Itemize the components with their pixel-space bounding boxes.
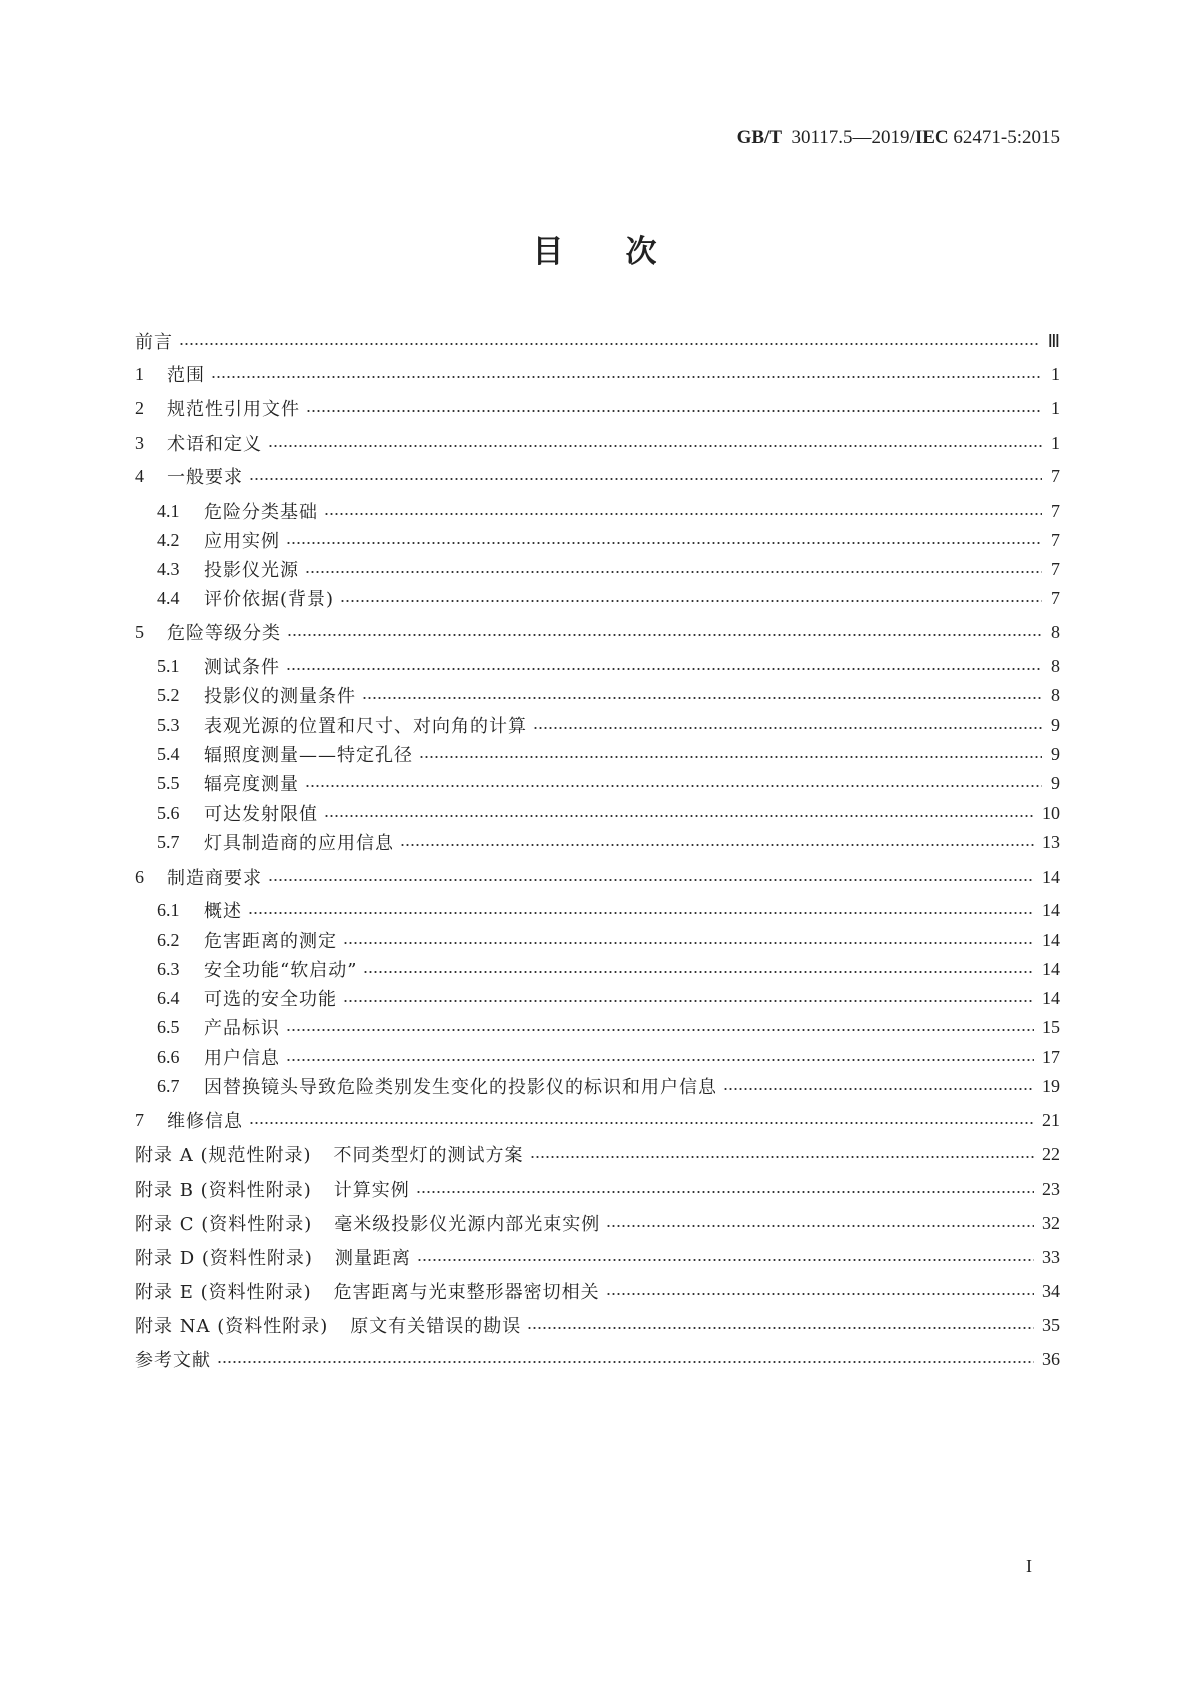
toc-entry[interactable]: [135, 359, 1060, 389]
toc-entry[interactable]: [157, 983, 1060, 1013]
toc-entry-number: 6: [135, 866, 144, 887]
toc-dot-leader: [340, 600, 1042, 602]
toc-entry[interactable]: [157, 895, 1060, 925]
toc-entry[interactable]: [157, 739, 1060, 769]
toc-entry-page: 14: [1042, 987, 1060, 1008]
toc-entry[interactable]: [135, 1344, 1060, 1374]
toc-entry-page: 15: [1042, 1016, 1060, 1037]
toc-entry[interactable]: [135, 1276, 1060, 1306]
toc-dot-leader: [268, 879, 1034, 881]
toc-entry-number: 5.4: [157, 743, 180, 764]
toc-entry-appendix-label: 附录 C (资料性附录): [135, 1214, 313, 1235]
toc-entry-title: 用户信息: [204, 1048, 280, 1069]
toc-entry-appendix-label: 附录 B (资料性附录): [135, 1180, 312, 1201]
toc-entry-title: 术语和定义: [167, 434, 262, 455]
toc-entry-page: 19: [1042, 1075, 1060, 1096]
toc-dot-leader: [286, 1029, 1034, 1031]
toc-dot-leader: [606, 1225, 1034, 1227]
toc-dot-leader: [527, 1327, 1034, 1329]
toc-entry-page: 14: [1042, 899, 1060, 920]
toc-entry[interactable]: [135, 326, 1060, 356]
toc-entry[interactable]: [135, 1105, 1060, 1135]
toc-entry[interactable]: [157, 827, 1060, 857]
toc-entry-number: 5.7: [157, 831, 180, 852]
toc-dot-leader: [211, 376, 1042, 378]
toc-entry-title: 危险分类基础: [204, 502, 318, 523]
toc-entry-page: 9: [1051, 714, 1060, 735]
toc-entry-page: 8: [1051, 684, 1060, 705]
toc-entry[interactable]: [157, 798, 1060, 828]
toc-entry-title: 安全功能“软启动”: [204, 960, 358, 981]
toc-entry-title: 投影仪的测量条件: [204, 686, 356, 707]
toc-entry[interactable]: [157, 525, 1060, 555]
toc-dot-leader: [606, 1293, 1034, 1295]
toc-entry-page: 7: [1051, 558, 1060, 579]
toc-entry-appendix-label: 附录 D (资料性附录): [135, 1248, 313, 1269]
toc-dot-leader: [343, 942, 1034, 944]
toc-entry-number: 5.3: [157, 714, 180, 735]
toc-entry-title: 概述: [204, 901, 242, 922]
toc-dot-leader: [286, 668, 1042, 670]
toc-entry-page: 34: [1042, 1280, 1060, 1301]
toc-entry-page: 1: [1051, 397, 1060, 418]
toc-entry[interactable]: [135, 461, 1060, 491]
toc-entry-number: 4.1: [157, 500, 180, 521]
toc-entry-title: 危险等级分类: [167, 623, 281, 644]
toc-dot-leader: [363, 971, 1034, 973]
toc-dot-leader: [533, 727, 1042, 729]
standard-number-header: [737, 127, 1060, 149]
toc-entry-page: 14: [1042, 866, 1060, 887]
toc-entry-number: 4: [135, 465, 144, 486]
toc-entry[interactable]: [135, 862, 1060, 892]
toc-entry[interactable]: [135, 1310, 1060, 1340]
toc-entry-title: 前言: [135, 332, 173, 353]
toc-entry-number: 6.4: [157, 987, 180, 1008]
toc-entry-title: 范围: [167, 365, 205, 386]
toc-dot-leader: [248, 912, 1034, 914]
page-title-part2: 次: [625, 234, 659, 270]
toc-entry-page: 23: [1042, 1178, 1060, 1199]
toc-entry-number: 4.4: [157, 587, 180, 608]
toc-dot-leader: [305, 571, 1042, 573]
toc-entry-page: 22: [1042, 1143, 1060, 1164]
toc-entry-number: 2: [135, 397, 144, 418]
toc-entry-title: 辐照度测量——特定孔径: [204, 745, 413, 766]
toc-entry-number: 7: [135, 1109, 144, 1130]
toc-entry-page: 1: [1051, 363, 1060, 384]
toc-entry-number: 3: [135, 432, 144, 453]
toc-entry-title: 危害距离的测定: [204, 931, 337, 952]
toc-entry-number: 6.3: [157, 958, 180, 979]
toc-entry-page: 36: [1042, 1348, 1060, 1369]
toc-dot-leader: [249, 478, 1042, 480]
toc-dot-leader: [723, 1088, 1034, 1090]
toc-entry[interactable]: [157, 925, 1060, 955]
toc-entry-title: 产品标识: [204, 1018, 280, 1039]
toc-entry-title: 灯具制造商的应用信息: [204, 833, 394, 854]
toc-entry-title: 测量距离: [334, 1248, 411, 1269]
toc-entry-number: 1: [135, 363, 144, 384]
toc-entry-number: 6.6: [157, 1046, 180, 1067]
toc-entry-page: 9: [1051, 772, 1060, 793]
toc-entry-number: 6.1: [157, 899, 180, 920]
toc-entry-appendix-label: 附录 E (资料性附录): [135, 1282, 312, 1303]
toc-entry-number: 6.7: [157, 1075, 180, 1096]
toc-entry-number: 4.3: [157, 558, 180, 579]
standard-code: GB/T: [736, 127, 783, 148]
toc-entry[interactable]: [157, 954, 1060, 984]
toc-entry-page: Ⅲ: [1047, 330, 1060, 351]
toc-dot-leader: [362, 697, 1042, 699]
toc-dot-leader: [305, 785, 1042, 787]
standard-number: 30117.5—2019/: [791, 127, 915, 148]
toc-entry-number: 6.5: [157, 1016, 180, 1037]
toc-entry[interactable]: [135, 393, 1060, 423]
toc-entry[interactable]: [157, 496, 1060, 526]
toc-entry-title: 可选的安全功能: [204, 989, 337, 1010]
toc-entry-title: 制造商要求: [167, 868, 262, 889]
toc-entry-page: 35: [1042, 1314, 1060, 1335]
toc-entry-page: 14: [1042, 929, 1060, 950]
toc-entry[interactable]: [135, 428, 1060, 458]
toc-dot-leader: [530, 1156, 1035, 1158]
toc-dot-leader: [416, 1191, 1034, 1193]
toc-entry-page: 13: [1042, 831, 1060, 852]
toc-entry-title: 计算实例: [333, 1180, 410, 1201]
toc-entry[interactable]: [157, 768, 1060, 798]
toc-entry-title: 规范性引用文件: [167, 399, 300, 420]
toc-dot-leader: [419, 756, 1042, 758]
toc-entry[interactable]: [157, 1071, 1060, 1101]
toc-dot-leader: [324, 815, 1034, 817]
toc-entry[interactable]: [157, 1042, 1060, 1072]
toc-entry[interactable]: [135, 1242, 1060, 1272]
toc-entry[interactable]: [135, 1139, 1060, 1169]
toc-dot-leader: [179, 343, 1040, 345]
toc-entry-page: 32: [1042, 1212, 1060, 1233]
toc-entry-page: 9: [1051, 743, 1060, 764]
toc-entry-number: 6.2: [157, 929, 180, 950]
toc-entry-page: 1: [1051, 432, 1060, 453]
toc-entry[interactable]: [157, 554, 1060, 584]
toc-entry-page: 21: [1042, 1109, 1060, 1130]
toc-dot-leader: [400, 844, 1034, 846]
toc-entry[interactable]: [135, 1174, 1060, 1204]
toc-entry-number: 5.1: [157, 655, 180, 676]
toc-entry-title: 因替换镜头导致危险类别发生变化的投影仪的标识和用户信息: [204, 1077, 717, 1098]
toc-dot-leader: [324, 513, 1042, 515]
toc-entry-number: 5.5: [157, 772, 180, 793]
toc-entry-page: 7: [1051, 529, 1060, 550]
toc-entry-title: 可达发射限值: [204, 804, 318, 825]
toc-entry-title: 评价依据(背景): [204, 589, 335, 610]
toc-entry[interactable]: [157, 583, 1060, 613]
toc-entry[interactable]: [157, 651, 1060, 681]
toc-dot-leader: [217, 1361, 1034, 1363]
toc-entry-title: 测试条件: [204, 657, 280, 678]
toc-entry-appendix-label: 附录 NA (资料性附录): [135, 1316, 329, 1337]
toc-entry[interactable]: [135, 1208, 1060, 1238]
toc-entry-title: 参考文献: [135, 1350, 211, 1371]
toc-entry[interactable]: [157, 680, 1060, 710]
toc-dot-leader: [343, 1000, 1034, 1002]
toc-entry-appendix-label: 附录 A (规范性附录): [135, 1145, 312, 1166]
toc-entry-page: 8: [1051, 621, 1060, 642]
toc-entry-page: 7: [1051, 500, 1060, 521]
toc-entry-title: 毫米级投影仪光源内部光束实例: [334, 1214, 601, 1235]
toc-dot-leader: [417, 1259, 1034, 1261]
toc-entry-page: 8: [1051, 655, 1060, 676]
toc-entry-page: 33: [1042, 1246, 1060, 1267]
toc-entry-title: 应用实例: [204, 531, 280, 552]
toc-entry-page: 10: [1042, 802, 1060, 823]
toc-entry[interactable]: [157, 710, 1060, 740]
iec-number: 62471-5:2015: [953, 127, 1060, 148]
toc-entry-title: 维修信息: [167, 1111, 243, 1132]
toc-entry-page: 7: [1051, 587, 1060, 608]
page-title-part1: 目: [532, 234, 566, 270]
toc-entry-title: 原文有关错误的勘误: [350, 1316, 522, 1337]
iec-code: IEC: [914, 127, 949, 148]
toc-entry-number: 5: [135, 621, 144, 642]
toc-dot-leader: [286, 1059, 1034, 1061]
toc-entry-page: 7: [1051, 465, 1060, 486]
toc-entry-title: 不同类型灯的测试方案: [333, 1145, 524, 1166]
toc-entry[interactable]: [135, 617, 1060, 647]
toc-dot-leader: [287, 634, 1042, 636]
toc-dot-leader: [286, 542, 1042, 544]
toc-entry[interactable]: [157, 1012, 1060, 1042]
toc-entry-page: 17: [1042, 1046, 1060, 1067]
page-number: I: [1026, 1556, 1032, 1576]
page-title: [0, 226, 1191, 271]
toc-entry-title: 危害距离与光束整形器密切相关: [333, 1282, 600, 1303]
toc-entry-number: 5.2: [157, 684, 180, 705]
toc-entry-number: 5.6: [157, 802, 180, 823]
toc-dot-leader: [306, 410, 1042, 412]
toc-entry-page: 14: [1042, 958, 1060, 979]
toc-dot-leader: [249, 1122, 1034, 1124]
toc-entry-title: 一般要求: [167, 467, 243, 488]
toc-dot-leader: [268, 445, 1042, 447]
toc-entry-title: 投影仪光源: [204, 560, 299, 581]
toc-entry-title: 辐亮度测量: [204, 774, 299, 795]
toc-entry-number: 4.2: [157, 529, 180, 550]
toc-entry-title: 表观光源的位置和尺寸、对向角的计算: [204, 716, 527, 737]
